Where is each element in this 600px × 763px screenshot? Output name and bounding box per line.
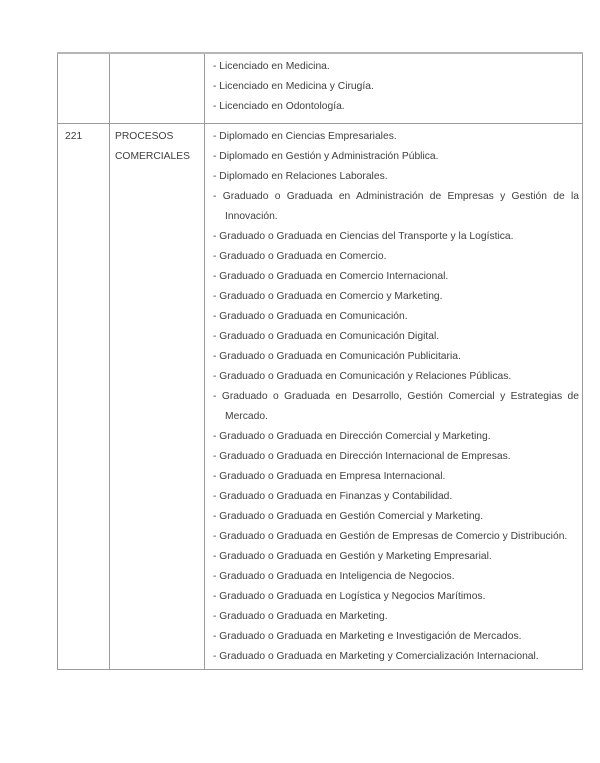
specialty-cell: PROCESOS COMERCIALES bbox=[110, 124, 205, 670]
qualification-item: - Graduado o Graduada en Empresa Internacional. bbox=[213, 471, 446, 482]
qualification-item: - Licenciado en Medicina y Cirugía. bbox=[213, 81, 374, 92]
qualification-item: - Graduado o Graduada en Marketing e Investigación de Mercados. bbox=[213, 631, 522, 642]
qualification-list bbox=[213, 127, 579, 667]
specialty-cell bbox=[110, 53, 205, 124]
table-row bbox=[58, 53, 583, 124]
qualification-item: - Graduado o Graduada en Comunicación Digital. bbox=[213, 331, 440, 342]
qualification-item: - Graduado o Graduada en Ciencias del Transporte y la Logística. bbox=[213, 231, 514, 242]
qualification-item: - Graduado o Graduada en Marketing y Comercialización Internacional. bbox=[213, 651, 539, 662]
qualification-item: - Graduado o Graduada en Marketing. bbox=[213, 611, 388, 622]
specialties-table-body bbox=[58, 53, 583, 670]
qualification-item: - Diplomado en Gestión y Administración Pública. bbox=[213, 151, 439, 162]
qualification-item: - Graduado o Graduada en Comunicación. bbox=[213, 311, 408, 322]
qualification-item: - Graduado o Graduada en Gestión de Empresas de Comercio y Distribución. bbox=[213, 531, 568, 542]
specialties-table bbox=[57, 52, 583, 670]
qualification-list bbox=[213, 57, 579, 117]
qualification-item: - Diplomado en Ciencias Empresariales. bbox=[213, 131, 397, 142]
table-row bbox=[58, 124, 583, 670]
qualification-item: - Graduado o Graduada en Comunicación y Relaciones Públicas. bbox=[213, 371, 512, 382]
qualification-item: - Diplomado en Relaciones Laborales. bbox=[213, 171, 388, 182]
qualification-item: - Graduado o Graduada en Finanzas y Contabilidad. bbox=[213, 491, 453, 502]
code-cell: 221 bbox=[58, 124, 110, 670]
qualification-item: - Graduado o Graduada en Logística y Negocios Marítimos. bbox=[213, 591, 486, 602]
qualifications-cell bbox=[205, 124, 583, 670]
qualification-item: - Graduado o Graduada en Dirección Comercial y Marketing. bbox=[213, 431, 491, 442]
qualification-item: - Graduado o Graduada en Dirección Internacional de Empresas. bbox=[213, 451, 511, 462]
qualification-item: - Graduado o Graduada en Comercio Internacional. bbox=[213, 271, 449, 282]
qualification-item: - Graduado o Graduada en Comunicación Publicitaria. bbox=[213, 351, 461, 362]
qualification-item: - Licenciado en Odontología. bbox=[213, 101, 345, 112]
qualification-item: - Graduado o Graduada en Administración de Empresas y Gestión de la Innovación. bbox=[213, 191, 579, 222]
qualification-item: - Graduado o Graduada en Gestión y Marketing Empresarial. bbox=[213, 551, 492, 562]
qualification-item: - Graduado o Graduada en Comercio. bbox=[213, 251, 387, 262]
qualification-item: - Graduado o Graduada en Comercio y Marketing. bbox=[213, 291, 443, 302]
qualification-item: - Graduado o Graduada en Inteligencia de Negocios. bbox=[213, 571, 455, 582]
code-cell bbox=[58, 53, 110, 124]
qualification-item: - Graduado o Graduada en Desarrollo, Gestión Comercial y Estrategias de Mercado. bbox=[213, 391, 579, 422]
qualification-item: - Licenciado en Medicina. bbox=[213, 61, 330, 72]
qualifications-cell bbox=[205, 53, 583, 124]
qualification-item: - Graduado o Graduada en Gestión Comercial y Marketing. bbox=[213, 511, 484, 522]
